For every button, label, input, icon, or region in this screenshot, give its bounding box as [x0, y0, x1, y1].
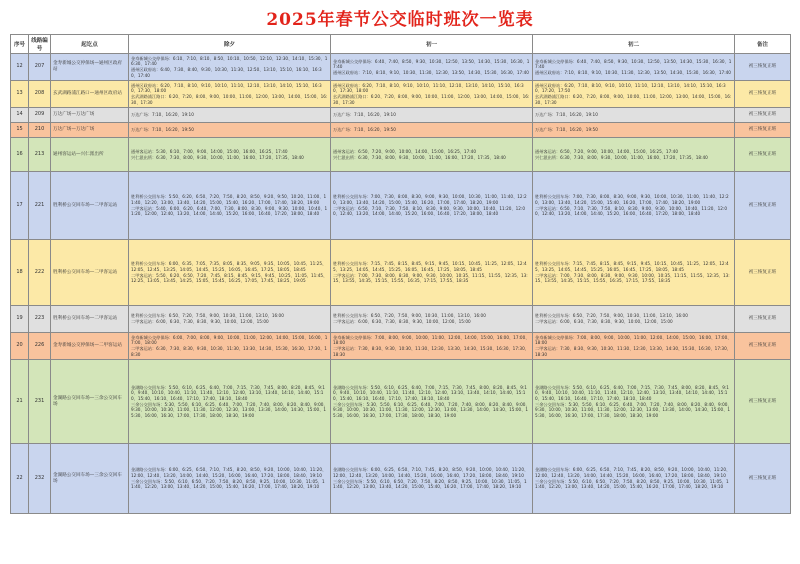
remark: 初三恢复正班 — [735, 360, 791, 444]
schedule-chuer: 胜利桥公交回车场：6:50、7:20、7:50、9:00、10:30、11:00、13:10、16:00 二甲客运站：6:00、6:30、7:30、8:30、9:30、10:00、12:00、15:00 — [533, 306, 735, 333]
header-chuyi: 初一 — [331, 35, 533, 54]
remark: 初三恢复正班 — [735, 240, 791, 306]
schedule-table — [10, 34, 791, 514]
schedule-chuyi: 万达广场：7:10、16:20、19:50 — [331, 123, 533, 138]
schedule-chuer: 胜利桥公交回车场：7:15、7:45、8:15、8:45、9:15、9:45、10:15、10:45、11:25、12:05、12:45、13:25、14:05、14:45、15:25、16:05、16:45、17:25、18:05、18:45 二甲客运站：7:00、7:30、8:00、8:30、9:00、9:30、10:00、10:35、11:15、11:55、12:35、13:15、13:55、14:35、15:15、15:55、16:35、17:15、17:55、18:35 — [533, 240, 735, 306]
row-number: 13 — [11, 81, 29, 108]
schedule-chuyi: 通州区政府站：6:20、7:10、8:10、9:10、10:10、11:10、12:10、13:10、14:10、15:10、16:30、17:30、18:00 玄武湖路浦江路口：6:20、7:20、8:00、9:00、10:00、11:00、12:00、13:00、14:00、15:00、16:30、17:30 — [331, 81, 533, 108]
route-endpoints: 金湖路公交回车场—三余公交回车场 — [51, 444, 129, 514]
schedule-chuyi: 万达广场：7:10、16:20、19:10 — [331, 108, 533, 123]
schedule-chuxi: 金湖路公交回车场：6:00、6:25、6:50、7:10、7:45、8:20、8:50、9:20、10:00、10:40、11:20、12:00、12:40、13:20、14:00、14:40、15:20、16:00、16:40、17:20、18:00、18:40、19:10 三余公交回车场：5:50、6:10、6:50、7:20、7:50、8:20、8:50、9:25、10:00、10:30、11:05、11:40、12:20、13:00、13:40、14:20、15:00、15:40、16:20、17:00、17:40、18:20、19:10 — [129, 444, 331, 514]
schedule-chuxi: 通州客运站：5:30、6:10、7:00、9:00、14:00、15:00、16:00、16:25、17:40 兴仁派出所：6:30、7:30、8:00、9:30、10:00、11:00、16:00、17:20、17:35、18:40 — [129, 138, 331, 172]
header-line: 线路编号 — [29, 35, 51, 54]
row-number: 17 — [11, 172, 29, 240]
schedule-chuer: 通州客运站：6:50、7:20、9:00、10:00、14:00、15:00、16:25、17:40 兴仁派出所：6:30、7:30、8:00、9:30、10:00、11:00、16:00、17:20、17:35、18:40 — [533, 138, 735, 172]
schedule-chuyi: 胜利桥公交回车场：6:50、7:20、7:50、9:00、10:30、11:00、13:10、16:00 二甲客运站：6:00、6:30、7:30、8:30、9:30、10:00、12:00、15:00 — [331, 306, 533, 333]
row-number: 19 — [11, 306, 29, 333]
remark: 初三恢复正班 — [735, 54, 791, 81]
route-endpoints: 金湖路公交回车场—三余公交回车场 — [51, 360, 129, 444]
remark: 初三恢复正班 — [735, 306, 791, 333]
route-endpoints: 胜利桥公交回车场—二甲客运站 — [51, 172, 129, 240]
row-number: 15 — [11, 123, 29, 138]
line-number: 208 — [29, 81, 51, 108]
remark: 初三恢复正班 — [735, 172, 791, 240]
row-number: 16 — [11, 138, 29, 172]
row-number: 21 — [11, 360, 29, 444]
line-number: 223 — [29, 306, 51, 333]
table-row — [11, 108, 791, 123]
line-number: 207 — [29, 54, 51, 81]
table-row — [11, 54, 791, 81]
line-number: 226 — [29, 333, 51, 360]
line-number: 232 — [29, 444, 51, 514]
table-row — [11, 306, 791, 333]
schedule-chuxi: 胜利桥公交回车场：6:00、6:35、7:05、7:35、8:05、8:35、9:05、9:35、10:05、10:45、11:25、12:05、12:45、13:25、14:05、14:45、15:25、16:05、16:45、17:25、18:05、18:45 二甲客运站：5:50、6:20、6:50、7:20、7:45、8:15、8:45、9:15、9:45、10:25、11:05、11:45、12:25、13:05、13:45、14:25、15:05、15:45、16:25、17:05、17:45、18:25、19:05 — [129, 240, 331, 306]
schedule-chuxi: 胜利桥公交回车场：5:50、6:20、6:50、7:20、7:50、8:20、8:50、9:20、9:50、10:20、11:00、11:40、12:20、13:00、13:40、14:20、15:00、15:40、16:20、17:00、17:40、18:20、19:00 二甲客运站：5:40、6:00、6:20、6:40、7:00、7:30、8:00、8:30、9:00、9:30、10:00、10:40、11:20、12:00、12:40、13:20、14:00、14:40、15:20、16:00、16:40、17:20、18:00、18:40 — [129, 172, 331, 240]
row-number: 20 — [11, 333, 29, 360]
route-endpoints: 玄武湖路浦江路口—通州区政府站 — [51, 81, 129, 108]
line-number: 221 — [29, 172, 51, 240]
row-number: 18 — [11, 240, 29, 306]
line-number: 222 — [29, 240, 51, 306]
table-row — [11, 444, 791, 514]
route-endpoints: 万达广场—万达广场 — [51, 108, 129, 123]
line-number: 210 — [29, 123, 51, 138]
schedule-chuer: 金寿新城公交停保场：6:40、7:40、8:50、9:30、10:30、12:50、13:50、14:30、15:30、16:30、17:40 通州区政府站：7:10、8:10、9:10、10:30、11:30、12:30、13:50、14:30、15:30、16:30、17:40 — [533, 54, 735, 81]
remark: 初三恢复正班 — [735, 333, 791, 360]
schedule-chuer: 金寿新城公交停保场：7:00、8:00、9:00、10:00、11:00、12:00、14:00、15:00、16:00、17:00、18:00 二甲客运站：7:30、8:30、9:30、10:30、11:30、12:30、13:30、14:30、15:30、16:30、17:30、18:30 — [533, 333, 735, 360]
table-row — [11, 138, 791, 172]
schedule-chuyi: 金寿新城公交停保场：6:40、7:40、8:50、9:30、10:30、12:50、13:50、14:30、15:30、16:30、17:40 通州区政府站：7:10、8:10、9:10、10:30、11:30、12:30、13:50、14:30、15:30、16:30、17:40 — [331, 54, 533, 81]
table-row — [11, 81, 791, 108]
page-title: 2025年春节公交临时班次一览表 — [266, 10, 534, 30]
header-note: 备注 — [735, 35, 791, 54]
table-row — [11, 240, 791, 306]
remark: 初三恢复正班 — [735, 81, 791, 108]
schedule-chuxi: 胜利桥公交回车场：6:50、7:20、7:50、9:00、10:30、11:00、13:10、16:00 二甲客运站：6:00、6:30、7:30、8:30、9:30、10:00、12:00、15:00 — [129, 306, 331, 333]
row-number: 14 — [11, 108, 29, 123]
table-header-row — [11, 35, 791, 54]
line-number: 231 — [29, 360, 51, 444]
schedule-chuer: 金湖路公交回车场：5:50、6:10、6:25、6:40、7:00、7:15、7:30、7:45、8:00、8:20、8:45、9:10、9:40、10:10、10:40、11:10、11:40、12:10、12:40、13:10、13:40、14:10、14:40、15:10、15:40、16:10、16:40、17:10、17:40、18:10、18:40 三余公交回车场：5:30、5:50、6:10、6:25、6:40、7:00、7:20、7:40、8:00、8:20、8:40、9:00、9:30、10:00、10:30、11:00、11:30、12:00、12:30、13:00、13:30、14:00、14:30、15:00、15:30、16:00、16:30、17:00、17:30、18:00、18:30、19:00 — [533, 360, 735, 444]
table-row — [11, 360, 791, 444]
schedule-chuxi: 金寿新城公交停保场：6:00、7:00、8:00、9:00、10:00、11:00、12:00、14:00、15:00、16:00、17:00、18:00 二甲客运站：6:30、7:30、8:30、9:30、10:30、11:30、13:30、14:30、15:30、16:30、17:30、18:30 — [129, 333, 331, 360]
row-number: 22 — [11, 444, 29, 514]
schedule-chuyi: 胜利桥公交回车场：7:15、7:45、8:15、8:45、9:15、9:45、10:15、10:45、11:25、12:05、12:45、13:25、14:05、14:45、15:25、16:05、16:45、17:25、18:05、18:45 二甲客运站：7:00、7:30、8:00、8:30、9:00、9:30、10:00、10:35、11:15、11:55、12:35、13:15、13:55、14:35、15:15、15:55、16:35、17:15、17:55、18:35 — [331, 240, 533, 306]
row-number: 12 — [11, 54, 29, 81]
remark: 初三恢复正班 — [735, 108, 791, 123]
remark: 初三恢复正班 — [735, 444, 791, 514]
schedule-chuer: 万达广场：7:10、16:20、19:10 — [533, 108, 735, 123]
table-row — [11, 333, 791, 360]
route-endpoints: 金寿新城公交停保场—通州区政府站 — [51, 54, 129, 81]
route-endpoints: 通州客运站—兴仁派出所 — [51, 138, 129, 172]
header-chuxi: 除夕 — [129, 35, 331, 54]
schedule-chuxi: 通州区政府站：6:20、7:10、8:10、9:10、10:10、11:10、12:10、13:10、14:10、15:10、16:30、17:30、18:00 玄武湖路浦江路口：6:20、7:20、8:00、9:00、10:00、11:00、12:00、13:00、14:00、15:00、16:30、17:30 — [129, 81, 331, 108]
line-number: 209 — [29, 108, 51, 123]
route-endpoints: 金寿新城公交停保场—二甲客运站 — [51, 333, 129, 360]
schedule-chuyi: 胜利桥公交回车场：7:00、7:30、8:00、8:30、9:00、9:30、10:00、10:30、11:00、11:40、12:20、13:00、13:40、14:20、15:00、15:40、16:20、17:00、17:40、18:20、19:00 二甲客运站：6:50、7:10、7:30、7:50、8:10、8:30、9:00、9:30、10:00、10:40、11:20、12:00、12:40、13:20、14:00、14:40、15:20、16:00、16:40、17:20、18:00、18:40 — [331, 172, 533, 240]
header-chuer: 初二 — [533, 35, 735, 54]
schedule-chuer: 胜利桥公交回车场：7:00、7:30、8:00、8:30、9:00、9:30、10:00、10:30、11:00、11:40、12:20、13:00、13:40、14:20、15:00、15:40、16:20、17:00、17:40、18:20、19:00 二甲客运站：6:50、7:10、7:30、7:50、8:10、8:30、9:00、9:30、10:00、10:40、11:20、12:00、12:40、13:20、14:00、14:40、15:20、16:00、16:40、17:20、18:00、18:40 — [533, 172, 735, 240]
schedule-chuxi: 金寿新城公交停保场：6:10、7:10、8:10、8:50、10:10、10:50、12:10、12:30、14:10、15:30、16:30、17:40 通州区政府站：6:40、7:30、8:40、9:30、10:30、11:30、12:50、13:10、15:10、16:10、16:30、17:40 — [129, 54, 331, 81]
schedule-chuyi: 通州客运站：6:50、7:20、9:00、10:00、14:00、15:00、16:25、17:40 兴仁派出所：6:30、7:30、8:00、9:30、10:00、11:00、16:00、17:20、17:35、18:40 — [331, 138, 533, 172]
route-endpoints: 胜利桥公交回车场—二甲客运站 — [51, 306, 129, 333]
schedule-chuyi: 金湖路公交回车场：5:50、6:10、6:25、6:40、7:00、7:15、7:30、7:45、8:00、8:20、8:45、9:10、9:40、10:10、10:40、11:10、11:40、12:10、12:40、13:10、13:40、14:10、14:40、15:10、15:40、16:10、16:40、17:10、17:40、18:10、18:40 三余公交回车场：5:30、5:50、6:10、6:25、6:40、7:00、7:20、7:40、8:00、8:20、8:40、9:00、9:30、10:00、10:30、11:00、11:30、12:00、12:30、13:00、13:30、14:00、14:30、15:00、15:30、16:00、16:30、17:00、17:30、18:00、18:30、19:00 — [331, 360, 533, 444]
schedule-chuxi: 万达广场：7:10、16:20、19:50 — [129, 123, 331, 138]
route-endpoints: 万达广场—万达广场 — [51, 123, 129, 138]
header-no: 序号 — [11, 35, 29, 54]
schedule-chuer: 金湖路公交回车场：6:00、6:25、6:50、7:10、7:45、8:20、8:50、9:20、10:00、10:40、11:20、12:00、12:40、13:20、14:00、14:40、15:20、16:00、16:40、17:20、18:00、18:40、19:10 三余公交回车场：5:50、6:10、6:50、7:20、7:50、8:20、8:50、9:25、10:00、10:30、11:05、11:40、12:20、13:00、13:40、14:20、15:00、15:40、16:20、17:00、17:40、18:20、19:10 — [533, 444, 735, 514]
schedule-chuyi: 金寿新城公交停保场：7:00、8:00、9:00、10:00、11:00、12:00、14:00、15:00、16:00、17:00、18:00 二甲客运站：7:30、8:30、9:30、10:30、11:30、12:30、13:30、14:30、15:30、16:30、17:30、18:30 — [331, 333, 533, 360]
remark: 初三恢复正班 — [735, 123, 791, 138]
schedule-chuyi: 金湖路公交回车场：6:00、6:25、6:50、7:10、7:45、8:20、8:50、9:20、10:00、10:40、11:20、12:00、12:40、13:20、14:00、14:40、15:20、16:00、16:40、17:20、18:00、18:40、19:10 三余公交回车场：5:50、6:10、6:50、7:20、7:50、8:20、8:50、9:25、10:00、10:30、11:05、11:40、12:20、13:00、13:40、14:20、15:00、15:40、16:20、17:00、17:40、18:20、19:10 — [331, 444, 533, 514]
route-endpoints: 胜利桥公交回车场—二甲客运站 — [51, 240, 129, 306]
table-row — [11, 123, 791, 138]
schedule-chuer: 万达广场：7:10、16:20、19:50 — [533, 123, 735, 138]
schedule-chuer: 通州区政府站：6:20、7:10、8:10、9:10、10:10、11:10、12:10、13:10、14:10、15:10、16:30、17:20、17:50 玄武湖路浦江路口：6:20、7:20、8:00、9:00、10:00、11:00、12:00、13:00、14:00、15:00、16:30、17:30 — [533, 81, 735, 108]
remark: 初三恢复正班 — [735, 138, 791, 172]
table-row — [11, 172, 791, 240]
schedule-chuxi: 万达广场：7:10、16:20、19:10 — [129, 108, 331, 123]
header-route: 起讫点 — [51, 35, 129, 54]
schedule-chuxi: 金湖路公交回车场：5:50、6:10、6:25、6:40、7:00、7:15、7:30、7:45、8:00、8:20、8:45、9:10、9:40、10:10、10:40、11:10、11:40、12:10、12:40、13:10、13:40、14:10、14:40、15:10、15:40、16:10、16:40、17:10、17:40、18:10、18:40 三余公交回车场：5:30、5:50、6:10、6:25、6:40、7:00、7:20、7:40、8:00、8:20、8:40、9:00、9:30、10:00、10:30、11:00、11:30、12:00、12:30、13:00、13:30、14:00、14:30、15:00、15:30、16:00、16:30、17:00、17:30、18:00、18:30、19:00 — [129, 360, 331, 444]
line-number: 213 — [29, 138, 51, 172]
